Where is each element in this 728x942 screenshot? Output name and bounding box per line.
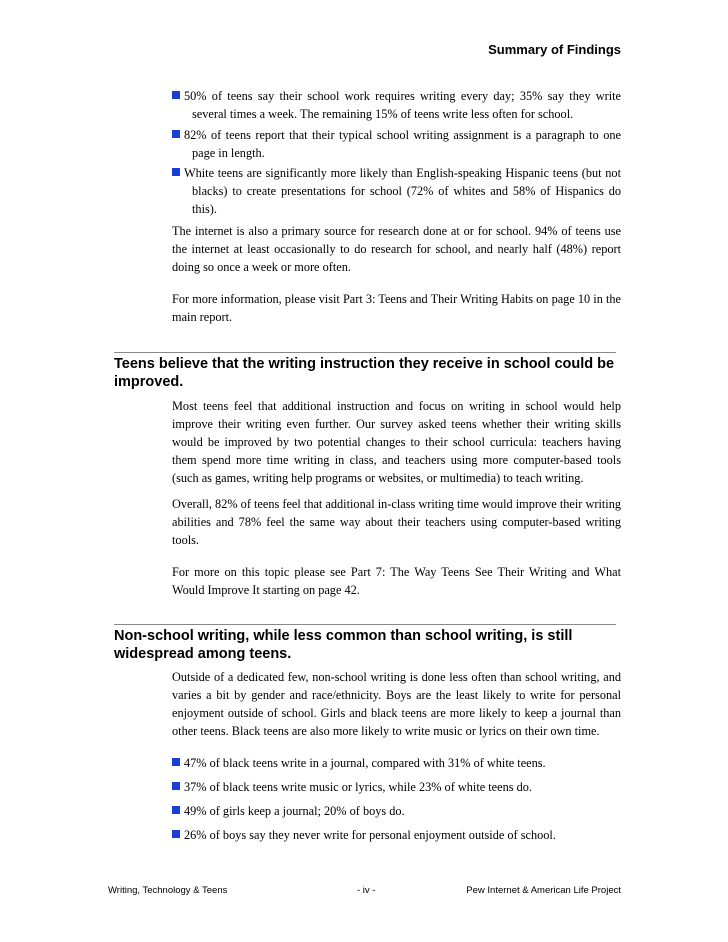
section-heading: Teens believe that the writing instruction they receive in school could be improved. [114, 356, 615, 390]
square-bullet-icon [172, 806, 180, 814]
section-heading: Non-school writing, while less common than school writing, is still widespread among teens. [114, 628, 573, 662]
bullet-item [172, 87, 621, 123]
paragraph: Outside of a dedicated few, non-school writing is done less often than school writing, and varies a bit by gender and race/ethnicity. Boys are the least likely to write for personal enjoyment outside of school. Girls and black teens are more likely to keep a journal than other teens. Black teens are also more likely to write music or lyrics on their own time. [172, 670, 621, 738]
footer-page-number: - iv - [357, 885, 376, 896]
square-bullet-icon [172, 168, 180, 176]
square-bullet-icon [172, 130, 180, 138]
square-bullet-icon [172, 758, 180, 766]
paragraph: Overall, 82% of teens feel that additional in-class writing time would improve their writing abilities and 78% feel the same way about their teachers using computer-based writing tools. [172, 497, 621, 547]
paragraph: For more on this topic please see Part 7: The Way Teens See Their Writing and What Would Improve It starting on page 42. [172, 565, 621, 597]
bullet-item [172, 126, 621, 162]
bullet-text: 82% of teens report that their typical school writing assignment is a paragraph to one page in length. [184, 128, 621, 160]
bullet-text: 50% of teens say their school work requires writing every day; 35% say they write several times a week. The remaining 15% of teens write less often for school. [184, 89, 621, 121]
bullet-text: White teens are significantly more likely than English-speaking Hispanic teens (but not blacks) to create presentations for school (72% of whites and 58% of Hispanics do this). [184, 166, 621, 216]
page-header-title: Summary of Findings [488, 42, 621, 57]
square-bullet-icon [172, 782, 180, 790]
paragraph: The internet is also a primary source for research done at or for school. 94% of teens use the internet at least occasionally to do research for school, and nearly half (48%) report doing so once a week or more often. [172, 224, 621, 274]
bullet-item [172, 802, 621, 820]
bullet-text: 47% of black teens write in a journal, compared with 31% of white teens. [184, 756, 546, 770]
bullet-item [172, 754, 621, 772]
bullet-text: 49% of girls keep a journal; 20% of boys do. [184, 804, 405, 818]
footer-left: Writing, Technology & Teens [108, 885, 228, 896]
paragraph: For more information, please visit Part 3: Teens and Their Writing Habits on page 10 in the main report. [172, 292, 621, 324]
bullet-item [172, 778, 621, 796]
bullet-item [172, 164, 621, 218]
paragraph: Most teens feel that additional instruction and focus on writing in school would help improve their writing even further. Our survey asked teens whether their writing skills would be improved by two potential changes to their school curricula: teachers having them spend more time writing in class, and teachers using more computer-based tools (such as games, writing help programs or websites, or multimedia) to teach writing. [172, 399, 621, 485]
square-bullet-icon [172, 830, 180, 838]
section-divider [114, 352, 616, 353]
bullet-item [172, 826, 621, 844]
bullet-text: 26% of boys say they never write for personal enjoyment outside of school. [184, 828, 556, 842]
section-divider [114, 624, 616, 625]
square-bullet-icon [172, 91, 180, 99]
bullet-text: 37% of black teens write music or lyrics, while 23% of white teens do. [184, 780, 532, 794]
footer-right: Pew Internet & American Life Project [466, 885, 621, 896]
